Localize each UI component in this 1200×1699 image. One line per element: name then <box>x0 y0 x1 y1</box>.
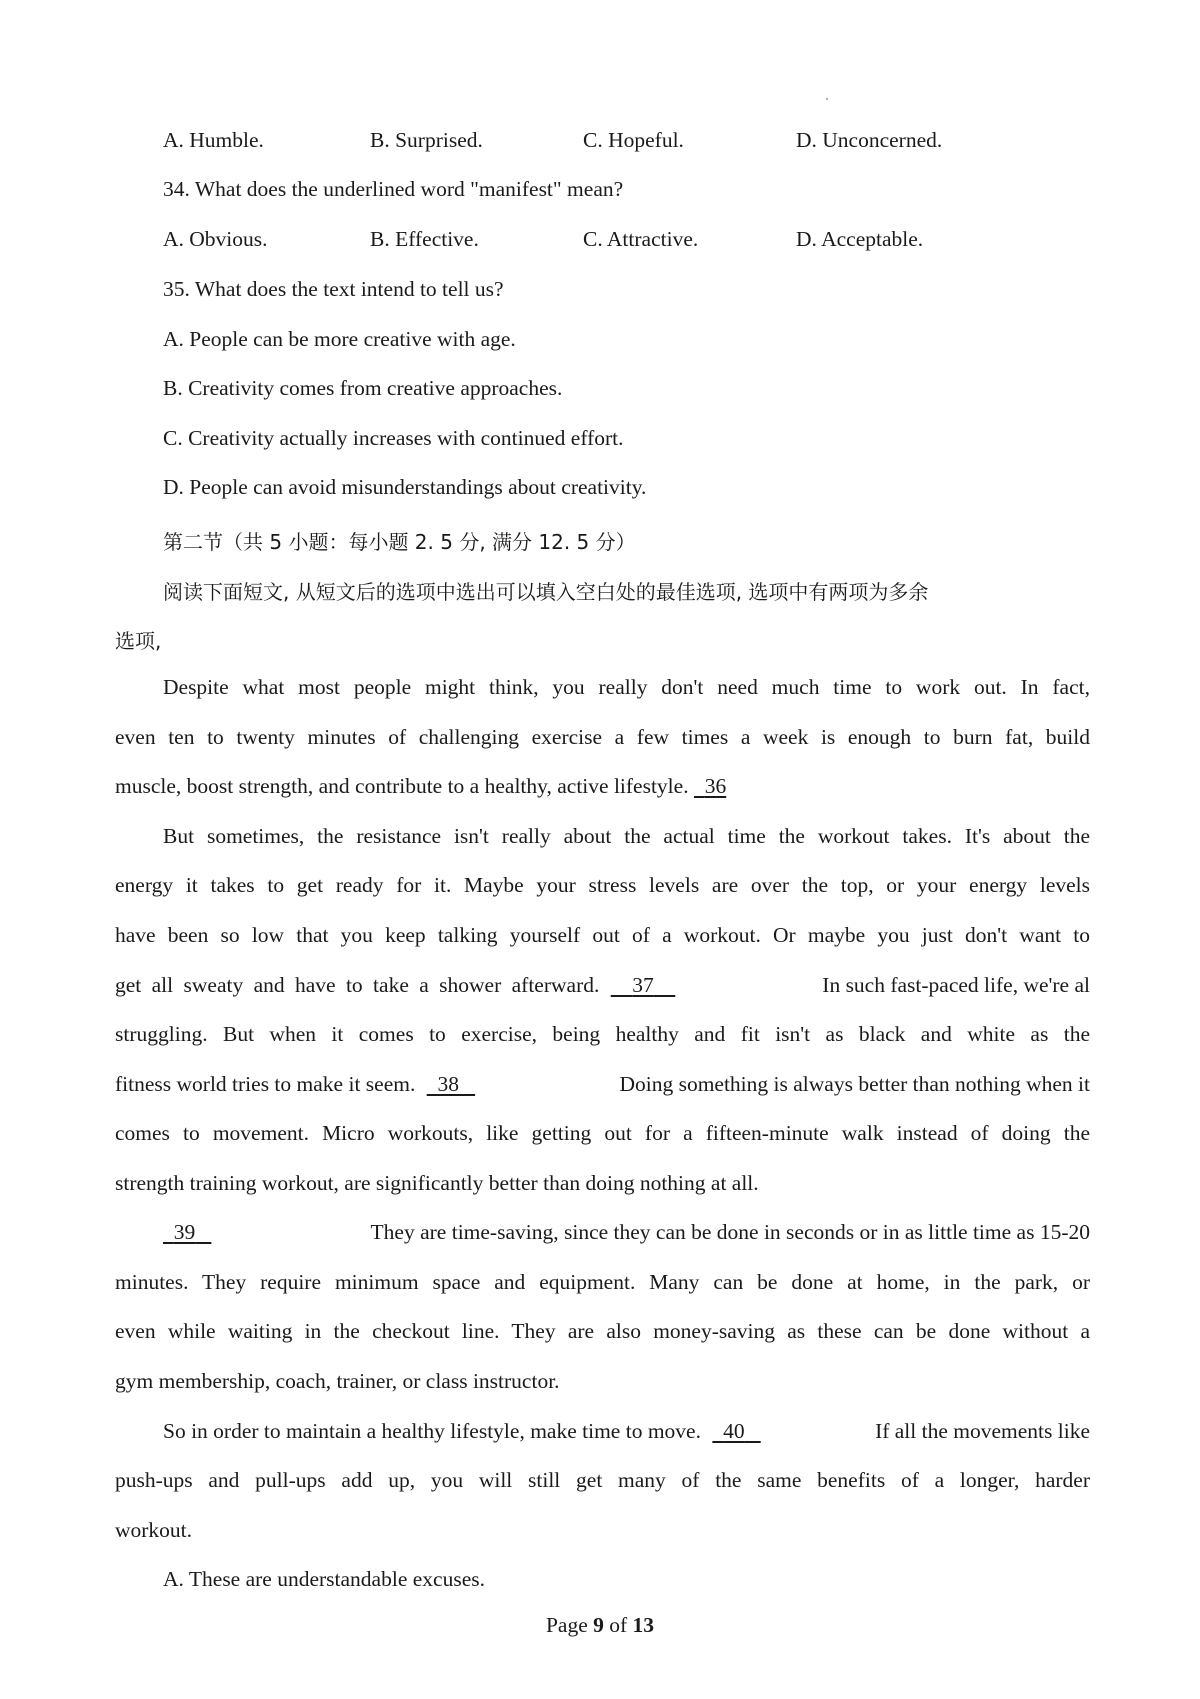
p4-line-1 <box>163 1419 1090 1444</box>
section2-heading: 第二节（共 5 小题：每小题 2. 5 分, 满分 12. 5 分） <box>163 530 636 554</box>
p4-line-3: workout. <box>115 1518 193 1542</box>
footer-current-page: 9 <box>593 1613 604 1637</box>
p4-line-1-after: If all the movements like <box>875 1419 1090 1443</box>
p2-line-6-after: Doing something is always better than nothing when it <box>619 1072 1090 1096</box>
page-footer <box>0 1613 1200 1638</box>
p3-line-4: gym membership, coach, trainer, or class instructor. <box>115 1369 560 1393</box>
p1-line-3-text: muscle, boost strength, and contribute to a healthy, active lifestyle. <box>115 774 689 798</box>
q33-option-d: D. Unconcerned. <box>796 128 943 152</box>
p3-line-1-text: They are time-saving, since they can be done in seconds or in as little time as 15-20 <box>370 1220 1090 1244</box>
q35-option-b: B. Creativity comes from creative approaches. <box>163 376 563 400</box>
blank-39-number: 39 <box>173 1220 196 1244</box>
q33-option-b: B. Surprised. <box>370 128 483 152</box>
p2-line-4-after: In such fast-paced life, we're al <box>822 973 1090 997</box>
blank-37[interactable] <box>611 973 676 998</box>
p1-line-3 <box>115 774 726 799</box>
blank-36[interactable] <box>694 774 726 799</box>
p2-line-8: strength training workout, are significantly better than doing nothing at all. <box>115 1171 759 1195</box>
q33-option-c: C. Hopeful. <box>583 128 684 152</box>
q35-option-a: A. People can be more creative with age. <box>163 327 516 351</box>
p4-line-2: push-ups and pull-ups add up, you will still get many of the same benefits of a longer, harder <box>115 1468 1090 1492</box>
section2-instruction-line1: 阅读下面短文, 从短文后的选项中选出可以填入空白处的最佳选项, 选项中有两项为多余 <box>163 580 929 604</box>
footer-prefix: Page <box>545 1613 588 1637</box>
blank-40[interactable] <box>712 1419 760 1444</box>
section2-instruction-line2: 选项, <box>115 629 162 653</box>
p2-line-2: energy it takes to get ready for it. Maybe your stress levels are over the top, or your energy levels <box>115 873 1090 897</box>
footer-total-pages: 13 <box>632 1613 655 1637</box>
q34-option-d: D. Acceptable. <box>796 227 924 251</box>
q34-option-c: C. Attractive. <box>583 227 699 251</box>
blank-36-number: 36 <box>704 774 727 798</box>
p2-line-5: struggling. But when it comes to exercise, being healthy and fit isn't as black and white as the <box>115 1022 1090 1046</box>
q34-question: 34. What does the underlined word "manifest" mean? <box>163 177 624 201</box>
choice-option-a: A. These are understandable excuses. <box>163 1567 485 1591</box>
blank-38[interactable] <box>427 1072 475 1097</box>
p2-line-6 <box>115 1072 1090 1097</box>
p2-line-6-text: fitness world tries to make it seem. <box>115 1072 416 1096</box>
p2-line-3: have been so low that you keep talking yourself out of a workout. Or maybe you just don't want to <box>115 923 1090 947</box>
p1-line-2: even ten to twenty minutes of challenging exercise a few times a week is enough to burn fat, build <box>115 725 1090 749</box>
p2-line-4 <box>115 973 1090 998</box>
q34-option-a: A. Obvious. <box>163 227 268 251</box>
stray-dot <box>826 98 828 100</box>
p4-line-1-text: So in order to maintain a healthy lifestyle, make time to move. <box>163 1419 701 1443</box>
p1-line-1: Despite what most people might think, you really don't need much time to work out. In fact, <box>163 675 1090 699</box>
p2-line-7: comes to movement. Micro workouts, like getting out for a fifteen-minute walk instead of doing the <box>115 1121 1090 1145</box>
q35-option-c: C. Creativity actually increases with continued effort. <box>163 426 624 450</box>
blank-40-number: 40 <box>723 1419 745 1443</box>
q35-question: 35. What does the text intend to tell us? <box>163 277 504 301</box>
footer-of: of <box>609 1613 628 1637</box>
blank-38-number: 38 <box>437 1072 459 1096</box>
p2-line-4-text: get all sweaty and have to take a shower afterward. <box>115 973 600 997</box>
q34-option-b: B. Effective. <box>370 227 479 251</box>
q35-option-d: D. People can avoid misunderstandings about creativity. <box>163 475 647 499</box>
blank-37-number: 37 <box>632 973 654 997</box>
p3-line-1 <box>163 1220 1090 1245</box>
q33-option-a: A. Humble. <box>163 128 264 152</box>
p3-line-3: even while waiting in the checkout line. They are also money-saving as these can be done without a <box>115 1319 1090 1343</box>
blank-39[interactable] <box>163 1220 211 1245</box>
p3-line-2: minutes. They require minimum space and equipment. Many can be done at home, in the park, or <box>115 1270 1090 1294</box>
p2-line-1: But sometimes, the resistance isn't really about the actual time the workout takes. It's about the <box>163 824 1090 848</box>
